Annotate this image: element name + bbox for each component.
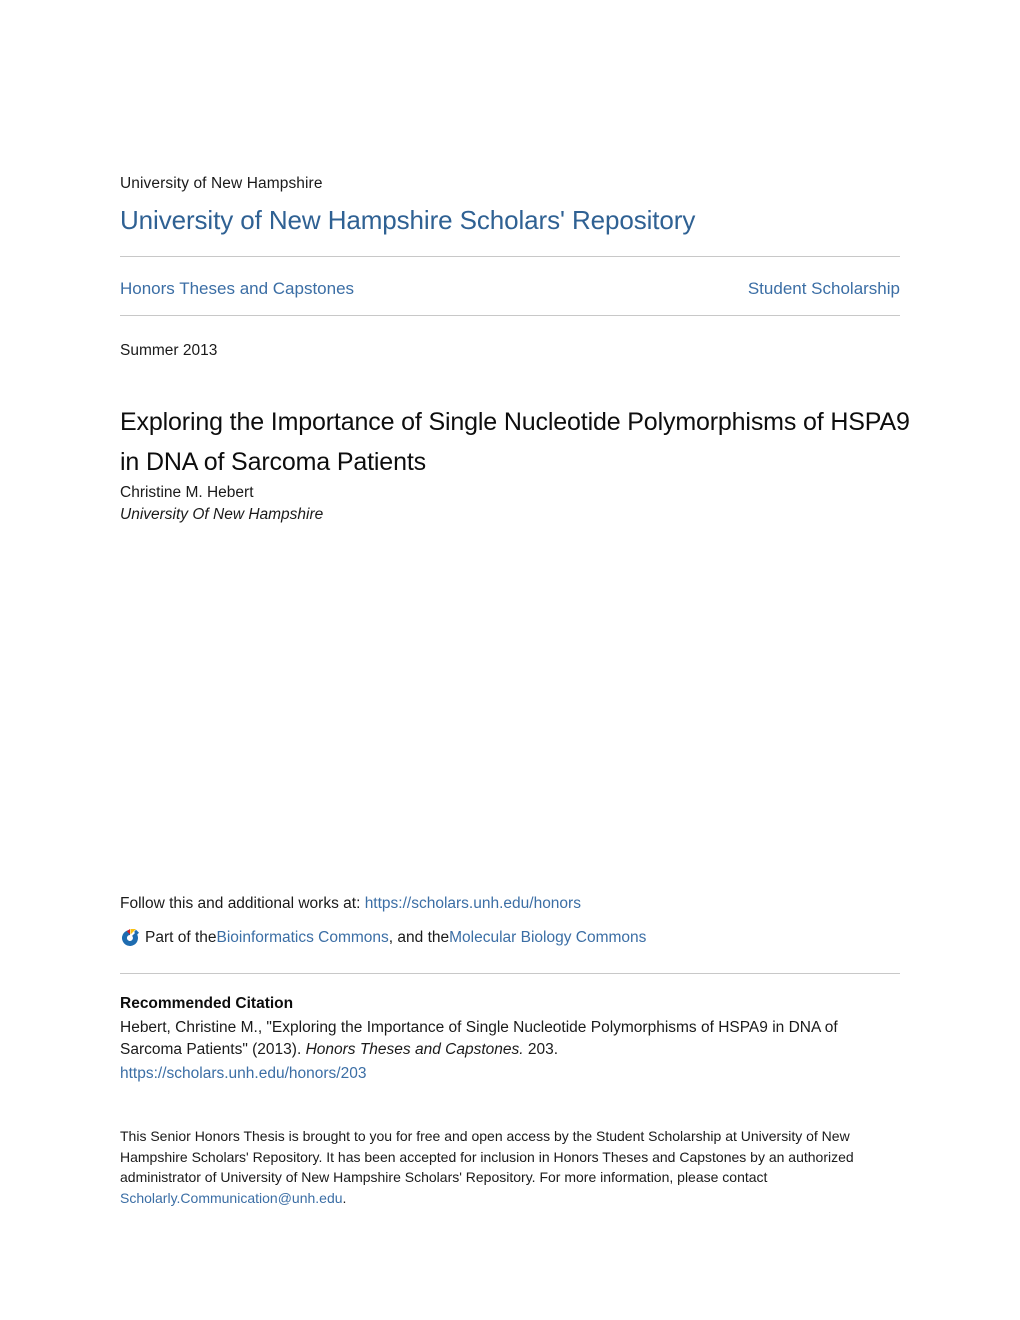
institution-name: University of New Hampshire: [120, 175, 323, 192]
follow-url-link[interactable]: https://scholars.unh.edu/honors: [364, 895, 581, 912]
commons-prefix-text: Part of the: [145, 929, 217, 946]
author-name: Christine M. Hebert: [120, 484, 254, 501]
follow-line: [120, 893, 581, 915]
commons-middle-text: , and the: [388, 929, 450, 946]
recommended-citation-heading: Recommended Citation: [120, 995, 294, 1012]
recommended-citation-body: [120, 1017, 900, 1061]
recommended-citation-url: [120, 1063, 366, 1085]
author-affiliation: University Of New Hampshire: [120, 506, 324, 523]
page-title: Exploring the Importance of Single Nucleotide Polymorphisms of HSPA9 in DNA of Sarcoma Patients: [120, 407, 910, 476]
citation-series-title: Honors Theses and Capstones.: [305, 1041, 524, 1058]
follow-prefix-text: Follow this and additional works at:: [120, 895, 365, 912]
citation-url-link[interactable]: https://scholars.unh.edu/honors/203: [120, 1065, 367, 1082]
collection-link[interactable]: Honors Theses and Capstones: [120, 279, 355, 298]
contact-email-link[interactable]: Scholarly.Communication@unh.edu: [120, 1189, 343, 1206]
access-statement-period: .: [342, 1189, 347, 1206]
citation-text-part1: Hebert, Christine M., "Exploring the Importance of Single Nucleotide Polymorphisms of HSPA9 in DNA of Sarcoma Patients" (2013).: [120, 1019, 838, 1058]
collection-row: [120, 277, 900, 300]
access-statement-text: This Senior Honors Thesis is brought to you for free and open access by the Student Scholarship at University of New Hampshire Scholars' Repository. It has been accepted for inclusion in Honors Theses and Capstones by an authorized administrator of University of New Hampshire Scholars' Repository. For more information, please contact: [120, 1128, 854, 1185]
digital-commons-network-icon: [120, 928, 140, 948]
bioinformatics-commons-link[interactable]: Bioinformatics Commons: [216, 929, 389, 946]
citation-text-part2: 203.: [523, 1041, 559, 1058]
series-link[interactable]: Student Scholarship: [747, 279, 900, 298]
molecular-biology-commons-link[interactable]: Molecular Biology Commons: [449, 929, 647, 946]
divider-above-citation: [120, 973, 900, 974]
repository-title: University of New Hampshire Scholars' Repository: [120, 205, 696, 235]
publication-date: Summer 2013: [120, 342, 218, 359]
access-statement: [120, 1126, 880, 1208]
commons-line: [120, 927, 646, 949]
divider-under-collection: [120, 315, 900, 316]
divider-top: [120, 256, 900, 257]
